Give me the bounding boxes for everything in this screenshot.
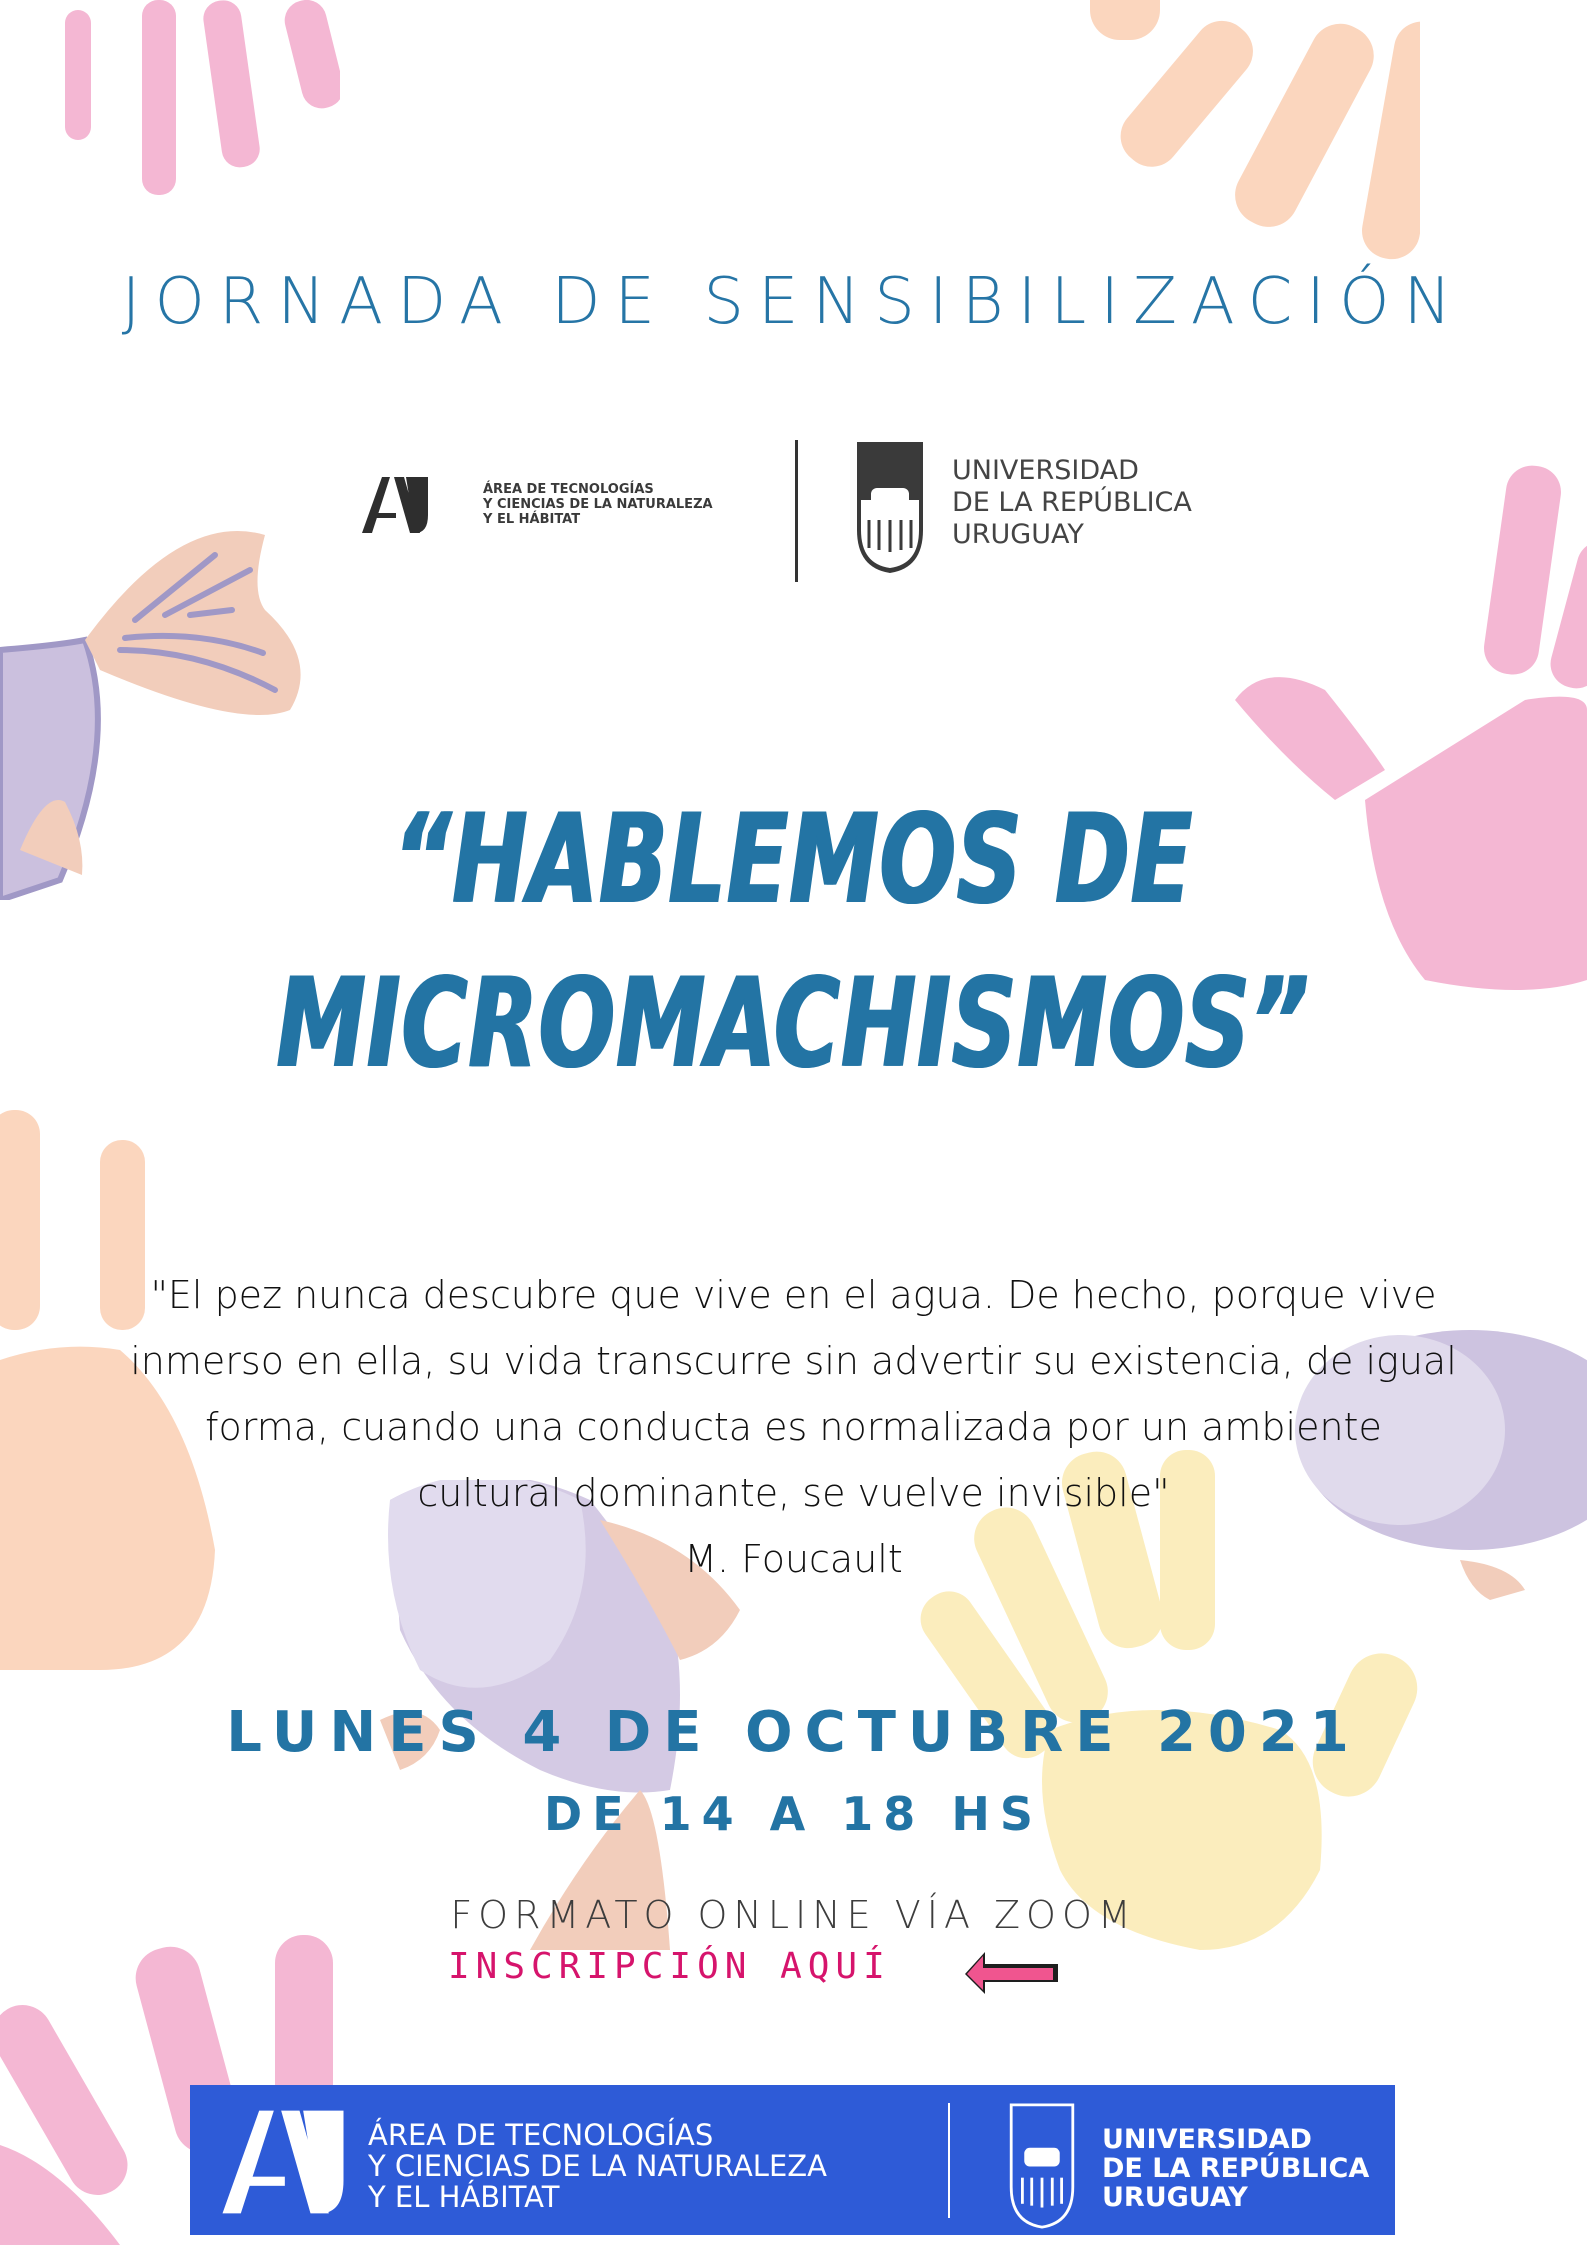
ad-logo-text: ÁREA DE TECNOLOGÍAS Y CIENCIAS DE LA NATURALEZA Y EL HÁBITAT — [483, 482, 713, 527]
footer-udelar-text: UNIVERSIDAD DE LA REPÚBLICA URUGUAY — [1102, 2124, 1370, 2213]
udelar-shield-icon — [855, 440, 925, 575]
left-arrow-icon[interactable] — [963, 1950, 1063, 1996]
partner-logos-top — [355, 420, 1255, 585]
footer-divider — [948, 2103, 950, 2218]
footer-ad-text: ÁREA DE TECNOLOGÍAS Y CIENCIAS DE LA NATURALEZA Y EL HÁBITAT — [368, 2118, 827, 2214]
footer-logo-banner — [190, 2085, 1395, 2235]
logo-divider — [795, 440, 798, 582]
peach-handprint-top-right-icon — [1060, 0, 1420, 270]
title-line-1: “HABLEMOS DE — [393, 788, 1194, 932]
ad-logo-icon — [360, 475, 430, 535]
registration-link[interactable]: INSCRIPCIÓN AQUÍ — [448, 1946, 891, 1987]
event-time: DE 14 A 18 HS — [544, 1787, 1043, 1841]
event-kicker: JORNADA DE SENSIBILIZACIÓN — [121, 265, 1466, 339]
title-line-2: MICROMACHISMOS” — [276, 952, 1311, 1096]
event-format: FORMATO ONLINE VÍA ZOOM — [450, 1893, 1137, 1937]
ad-logo-white-icon — [218, 2107, 348, 2217]
foucault-quote: "El pez nunca descubre que vive en el agua. De hecho, porque vive inmerso en ella, su vida transcurre sin advertir su existencia, de igual forma, cuando una conducta es normalizada por un ambiente cultural dominante, se vuelve invisible" M. Foucault — [60, 1262, 1527, 1592]
udelar-logo-text: UNIVERSIDAD DE LA REPÚBLICA URUGUAY — [952, 455, 1192, 550]
udelar-shield-white-icon — [1008, 2103, 1076, 2229]
pink-handprint-top-left-icon — [60, 0, 340, 200]
event-date: LUNES 4 DE OCTUBRE 2021 — [226, 1700, 1361, 1765]
quote-author: M. Foucault — [684, 1537, 903, 1581]
pink-handprint-right-icon — [1225, 460, 1587, 1030]
